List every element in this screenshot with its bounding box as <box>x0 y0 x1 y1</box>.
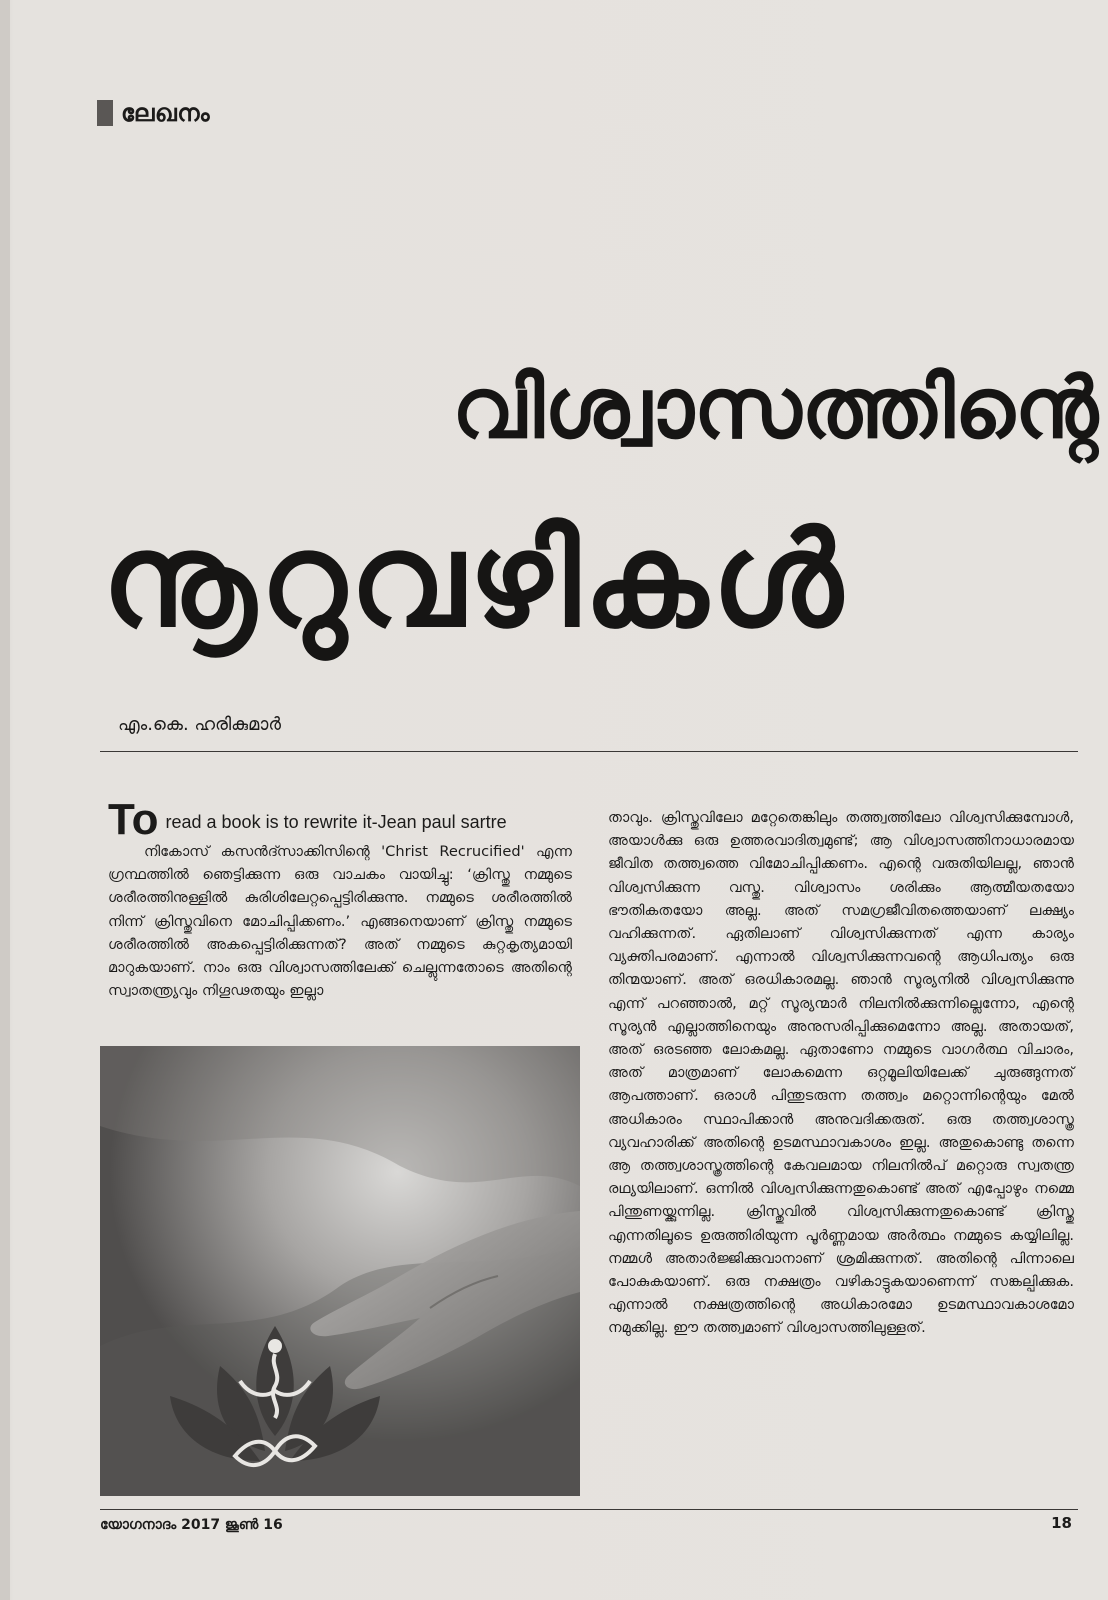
section-square-icon <box>97 100 113 126</box>
epigraph-text: read a book is to rewrite it-Jean paul sartre <box>160 812 507 832</box>
page-number: 18 <box>1051 1514 1072 1532</box>
footer-rule <box>100 1509 1078 1510</box>
binding-gutter <box>0 0 10 1600</box>
section-tag <box>97 98 210 128</box>
left-paragraph: നികോസ് കസൻദ്സാക്കിസിന്റെ 'Christ Recrucified' എന്ന ഗ്രന്ഥത്തിൽ ഞെട്ടിക്കുന്ന ഒരു വാചകം വായിച്ചു: ‘ക്രിസ്തു നമ്മുടെ ശരീരത്തിനുള്ളിൽ കുരിശിലേറ്റപ്പെട്ടിരിക്കുന്നു. നമ്മുടെ ശരീരത്തിൽ നിന്ന് ക്രിസ്തുവിനെ മോചിപ്പിക്കണം.’ എങ്ങനെയാണ് ക്രിസ്തു നമ്മുടെ ശരീരത്തിൽ അകപ്പെട്ടിരിക്കുന്നത്? അത് നമ്മുടെ കുറ്റകൃത്യമായി മാറുകയാണ്. നാം ഒരു വിശ്വാസത്തിലേക്ക് ചെല്ലുന്നതോടെ അതിന്റെ സ്വാതന്ത്ര്യവും നിഗൂഢതയും ഇല്ലാ <box>108 843 572 1000</box>
epigraph <box>108 795 572 844</box>
right-column <box>608 806 1074 1340</box>
photo-illustration <box>100 1046 580 1496</box>
right-paragraph: താവും. ക്രിസ്തുവിലോ മറ്റേതെങ്കിലും തത്ത്വത്തിലോ വിശ്വസിക്കുമ്പോൾ, അയാൾക്കു ഒരു ഉത്തരവാദിത്വമുണ്ട്; ആ വിശ്വാസത്തിനാധാരമായ ജീവിത തത്ത്വത്തെ വിമോചിപ്പിക്കണം. എന്റെ വരുതിയിലല്ല, ഞാൻ വിശ്വസിക്കുന്ന വസ്തു. വിശ്വാസം ശരിക്കും ആത്മീയതയോ ഭൗതികതയോ അല്ല. അത് സമഗ്രജീവിതത്തെയാണ് ലക്ഷ്യം വഹിക്കുന്നത്. ഏതിലാണ് വിശ്വസിക്കുന്നത് എന്ന കാര്യം വ്യക്തിപരമാണ്. എന്നാൽ വിശ്വസിക്കുന്നവന്റെ ആധിപത്യം ഒരു തിന്മയാണ്. അത് ഒരധികാരമല്ല. ഞാൻ സൂര്യനിൽ വിശ്വസിക്കുന്നു എന്ന് പറഞ്ഞാൽ, മറ്റ് സൂര്യന്മാർ നിലനിൽക്കുന്നില്ലെന്നോ, എന്റെ സൂര്യൻ എല്ലാത്തിനെയും അനുസരിപ്പിക്കുമെന്നോ അല്ല. അതായത്, അത് ഒരടഞ്ഞ ലോകമല്ല. ഏതാണോ നമ്മുടെ വാഗർത്ഥ വിചാരം, അത് മാത്രമാണ് ലോകമെന്ന ഒറ്റമൂലിയിലേക്ക് ചുരുങ്ങുന്നത് ആപത്താണ്. ഒരാൾ പിന്തുടരുന്ന തത്ത്വം മറ്റൊന്നിന്റെയും മേൽ അധികാരം സ്ഥാപിക്കാൻ അനുവദിക്കരുത്. ഒരു തത്ത്വശാസ്ത്ര വ്യവഹാരിക്ക് അതിന്റെ ഉടമസ്ഥാവകാശം ഇല്ല. അതുകൊണ്ടു തന്നെ ആ തത്ത്വശാസ്ത്രത്തിന്റെ കേവലമായ നിലനിൽപ് മറ്റൊരു സ്വതന്ത്ര രഥ്യയിലാണ്. ഒന്നിൽ വിശ്വസിക്കുന്നതുകൊണ്ട് അത് എപ്പോഴും നമ്മെ പിന്തുണയ്ക്കുന്നില്ല. ക്രിസ്തുവിൽ വിശ്വസിക്കുന്നതുകൊണ്ട് ക്രിസ്തു എന്നതിലൂടെ ഉരുത്തിരിയുന്ന പൂർണ്ണമായ അർത്ഥം നമ്മുടെ കയ്യിലില്ല. നമ്മൾ അതാർജ്ജിക്കുവാനാണ് ശ്രമിക്കുന്നത്. അതിന്റെ പിന്നാലെ പോകുകയാണ്. ഒരു നക്ഷത്രം വഴികാട്ടുകയാണെന്ന് സങ്കല്പിക്കുക. എന്നാൽ നക്ഷത്രത്തിന്റെ അധികാരമോ ഉടമസ്ഥാവകാശമോ നമുക്കില്ല. ഈ തത്ത്വമാണ് വിശ്വാസത്തിലുള്ളത്. <box>608 809 1074 1337</box>
dropcap: To <box>108 795 159 844</box>
footer-issue: യോഗനാദം 2017 ജൂൺ 16 <box>100 1517 283 1533</box>
headline-line-2: നൂറുവഴികൾ <box>102 504 847 656</box>
left-column <box>108 795 572 1002</box>
headline-line-1: വിശ്വാസത്തിന്റെ <box>452 359 1098 457</box>
section-label: ലേഖനം <box>121 99 211 127</box>
author-byline: എം.കെ. ഹരികുമാർ <box>118 714 282 735</box>
article-photo <box>100 1046 580 1496</box>
byline-rule <box>100 751 1078 752</box>
